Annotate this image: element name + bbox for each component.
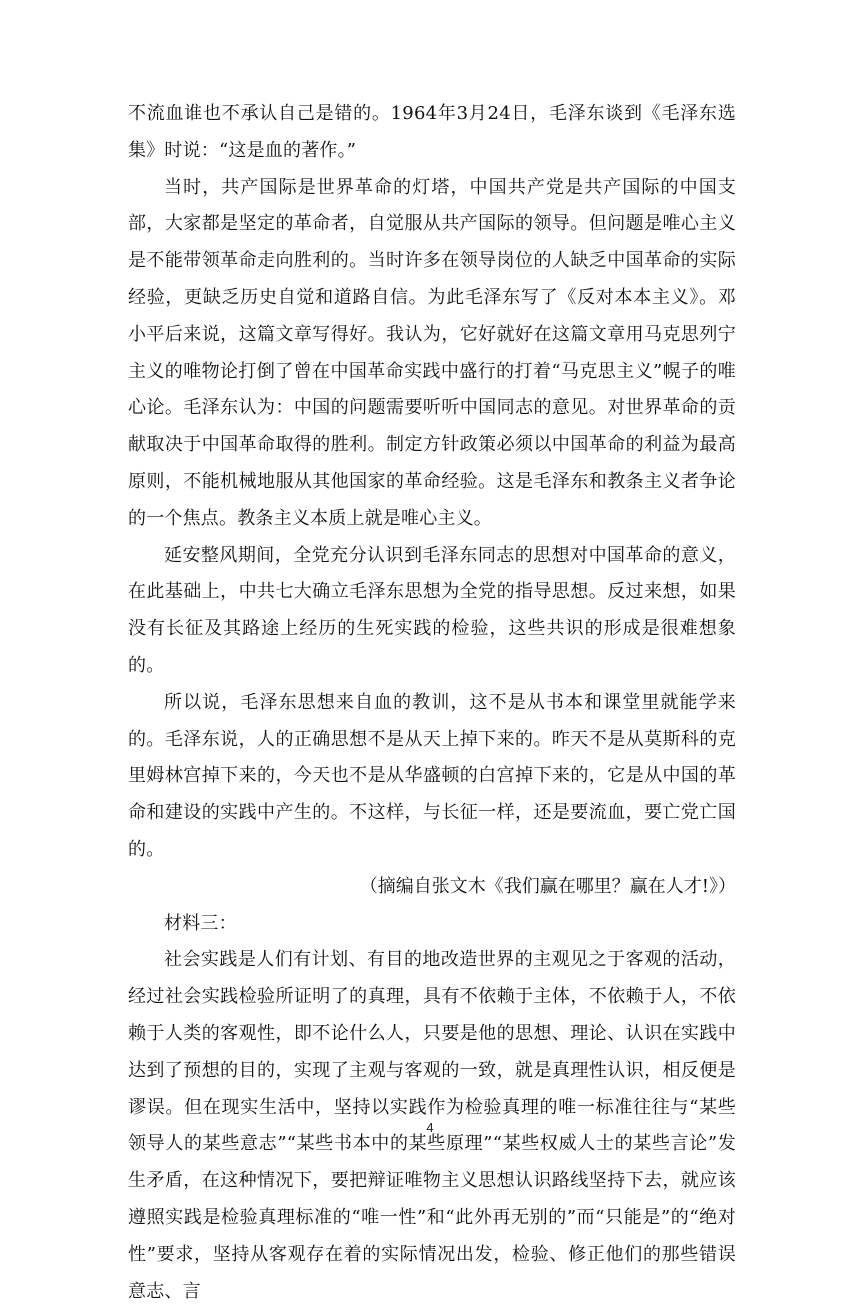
paragraph-comintern: 当时，共产国际是世界革命的灯塔，中国共产党是共产国际的中国支部，大家都是坚定的革命者，自觉服从共产国际的领导。但问题是唯心主义是不能带领革命走向胜利的。当时许多在领导岗位的人缺乏中国革命的实际经验，更缺乏历史自觉和道路自信。为此毛泽东写了《反对本本主义》。邓小平后来说，这篇文章写得好。我认为，它好就好在这篇文章用马克思列宁主义的唯物论打倒了曾在中国革命实践中盛行的打着“马克思主义”幌子的唯心论。毛泽东认为：中国的问题需要听听中国同志的意见。对世界革命的贡献取决于中国革命取得的胜利。制定方针政策必须以中国革命的利益为最高原则，不能机械地服从其他国家的革命经验。这是毛泽东和教条主义者争论的一个焦点。教条主义本质上就是唯心主义。 [128,176,736,529]
paragraph-yanan-rectification: 延安整风期间，全党充分认识到毛泽东同志的思想对中国革命的意义，在此基础上，中共七大确立毛泽东思想为全党的指导思想。反过来想，如果没有长征及其路途上经历的生死实践的检验，这些共识的形成是很难想象的。 [128,544,736,676]
paragraph-correct-ideas: 所以说，毛泽东思想来自血的教训，这不是从书本和课堂里就能学来的。毛泽东说，人的正确思想不是从天上掉下来的。昨天不是从莫斯科的克里姆林宫掉下来的，今天也不是从华盛顿的白宫掉下来的，它是从中国的革命和建设的实践中产生的。不这样，与长征一样，还是要流血，要亡党亡国的。 [128,691,736,860]
paragraph-continuation: 不流血谁也不承认自己是错的。1964年3月24日，毛泽东谈到《毛泽东选集》时说：“这是血的著作。” [128,103,736,161]
material-three-paragraph: 社会实践是人们有计划、有目的地改造世界的主观见之于客观的活动，经过社会实践检验所证明了的真理，具有不依赖于主体，不依赖于人，不依赖于人类的客观性，即不论什么人，只要是他的思想、理论、认识在实践中达到了预想的目的，实现了主观与客观的一致，就是真理性认识，相反便是谬误。但在现实生活中，坚持以实践作为检验真理的唯一标准往往与“某些领导人的某些意志”“某些书本中的某些原理”“某些权威人士的某些言论”发生矛盾，在这种情况下，要把辩证唯物主义思想认识路线坚持下去，就应该遵照实践是检验真理标准的“唯一性”和“此外再无别的”而“只能是”的“绝对性”要求，坚持从客观存在着的实际情况出发，检验、修正他们的那些错误意志、言 [128,949,736,1302]
source-citation: （摘编自张文木《我们赢在哪里？赢在人才!》） [359,875,736,897]
page-number: 4 [426,1120,434,1135]
material-heading: 材料三： [164,912,237,934]
